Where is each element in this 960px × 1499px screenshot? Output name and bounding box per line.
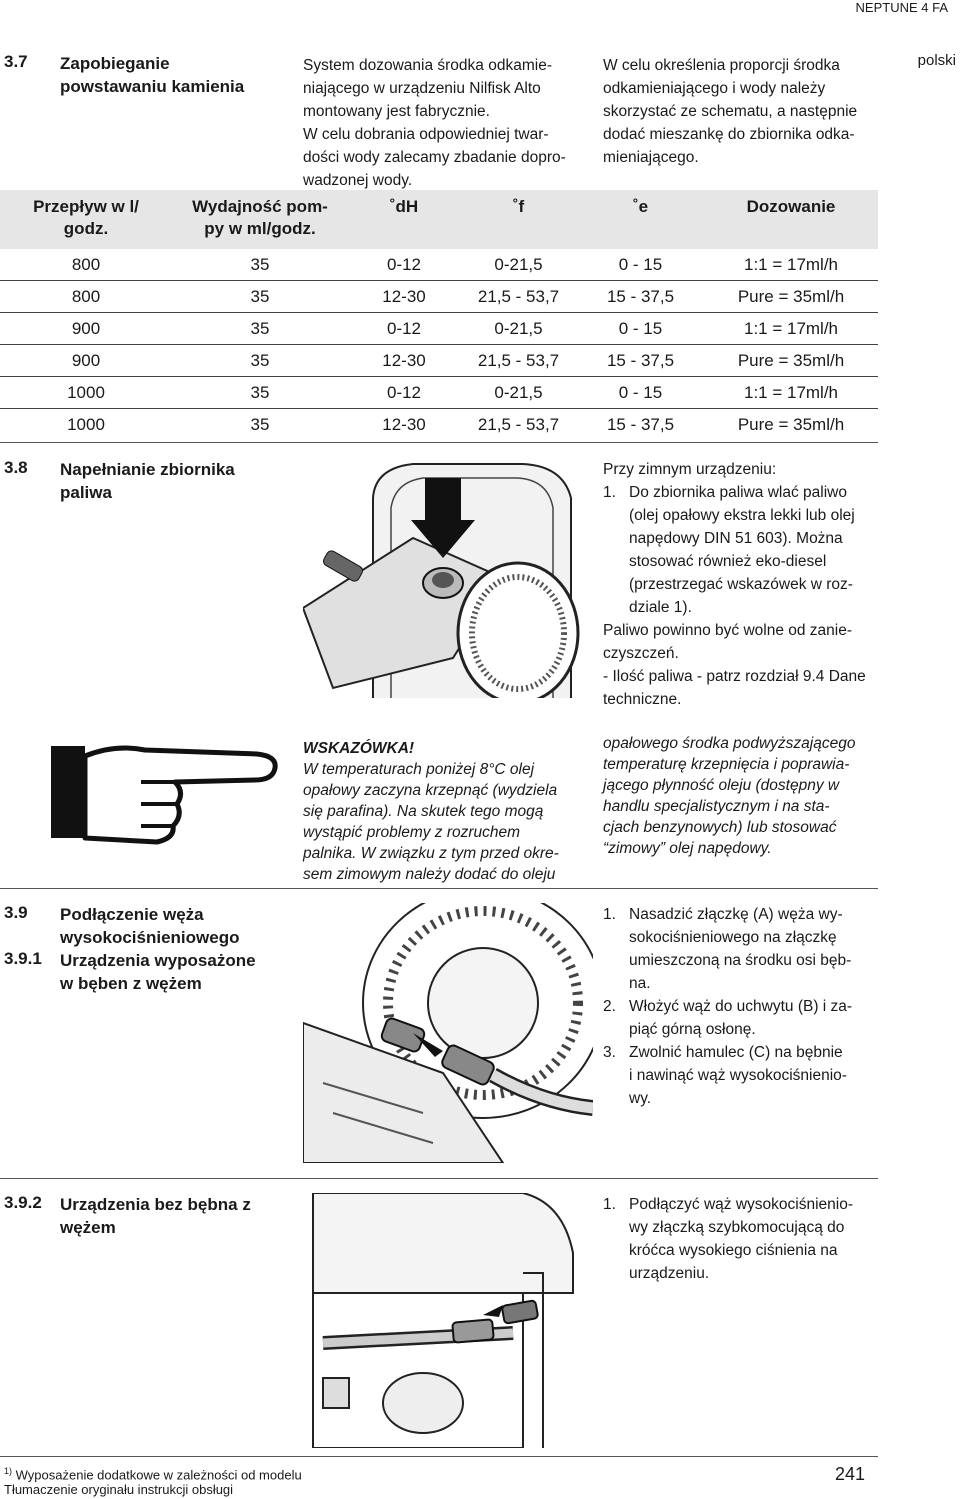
section-divider — [0, 888, 878, 889]
section-3-7-title: Zapobieganie powstawaniu kamienia — [60, 54, 245, 96]
warning-note-right: opałowego środka podwyższającego temperaturę krzepnięcia i poprawia- jącego płynność oleju (dostępny w handlu specjalistycznym i na sta- cjach benzynowych) lub stosować “zimowy” olej napędowy. — [603, 735, 856, 857]
table-row: 1000 35 0-12 0-21,5 0 - 15 1:1 = 17ml/h — [0, 377, 878, 409]
hose-reel-illustration — [303, 903, 593, 1163]
col-header-dosing: Dozowanie — [704, 190, 878, 249]
footer-translation-note: Tłumaczenie oryginału instrukcji obsługi — [4, 1482, 234, 1497]
fuel-tank-illustration — [303, 458, 593, 698]
section-3-9-1-title: Urządzenia wyposażone w bęben z wężem — [60, 951, 256, 993]
pointing-hand-icon — [45, 738, 285, 853]
list-item: 3. Zwolnić hamulec (C) na bębnie i nawinąć wąż wysokociśnienio- wy. — [603, 1044, 847, 1107]
section-3-9-2-title: Urządzenia bez bębna z wężem — [60, 1195, 251, 1237]
list-item: 1. Nasadzić złączkę (A) węża wy- sokociśnieniowego na złączkę umieszczoną na środku osi bęb- na. — [603, 906, 852, 992]
section-3-9-2-steps — [603, 1193, 883, 1285]
section-3-8-number: 3.8 — [4, 458, 28, 477]
document-model-header: NEPTUNE 4 FA — [855, 0, 948, 15]
section-3-7-number: 3.7 — [4, 52, 28, 71]
section-3-9-2-number: 3.9.2 — [4, 1193, 42, 1212]
col-header-f: ˚f — [460, 190, 577, 249]
section-3-8-title: Napełnianie zbiornika paliwa — [60, 460, 235, 502]
section-3-7-instructions: W celu określenia proporcji środka odkamieniającego i wody należy skorzystać ze schematu, a następnie dodać mieszankę do zbiornika odka- mieniającego. — [603, 57, 858, 166]
section-divider — [0, 442, 878, 443]
col-header-pump: Wydajność pom- py w ml/godz. — [172, 190, 348, 249]
language-label: polski — [917, 52, 956, 69]
section-3-9-number: 3.9 — [4, 903, 28, 922]
footer-divider — [0, 1456, 878, 1457]
section-3-8-text: Przy zimnym urządzeniu: 1. Do zbiornika paliwa wlać paliwo (olej opałowy ekstra lekki lub olej napędowy DIN 51 603). Można stosować również eko-diesel (przestrzegać wskazówek w roz- dziale 1). Paliwo powinno być wolne od zanie- czyszczeń. - Ilość paliwa - patrz rozdział 9.4 Dane techniczne. — [603, 458, 883, 711]
section-3-9-1-steps — [603, 903, 883, 1110]
list-item: 2. Włożyć wąż do uchwytu (B) i za- piąć górną osłonę. — [603, 998, 853, 1038]
section-3-7-intro: System dozowania środka odkamie- niającego w urządzeniu Nilfisk Alto montowany jest fabrycznie. W celu dobrania odpowiedniej twar- dości wody zalecamy zbadanie dopro- wadzonej wody. — [303, 57, 566, 189]
warning-note-left: WSKAZÓWKA! W temperaturach poniżej 8°C olej opałowy zaczyna krzepnąć (wydziela się parafina). Na skutek tego mogą wystąpić problemy z rozruchem palnika. W związku z tym przed okre- sem zimowym należy dodać do oleju — [303, 738, 588, 885]
col-header-dh: ˚dH — [348, 190, 460, 249]
section-3-9-title: Podłączenie węża wysokociśnieniowego — [60, 905, 240, 947]
table-row: 900 35 0-12 0-21,5 0 - 15 1:1 = 17ml/h — [0, 313, 878, 345]
table-row: 1000 35 12-30 21,5 - 53,7 15 - 37,5 Pure = 35ml/h — [67, 414, 845, 434]
table-row: 900 35 12-30 21,5 - 53,7 15 - 37,5 Pure = 35ml/h — [0, 345, 878, 377]
list-item: 1. Podłączyć wąż wysokociśnienio- wy złączką szybkomocującą do króćca wysokiego ciśnienia na urządzeniu. — [603, 1196, 853, 1282]
note-label: WSKAZÓWKA! — [303, 740, 415, 757]
footer-footnote: $^{1)}$ Wyposażenie dodatkowe w zależności od modelu — [4, 1466, 302, 1483]
col-header-flow: Przepływ w l/ godz. — [0, 190, 172, 249]
dosing-table — [0, 190, 878, 440]
section-divider — [0, 1178, 878, 1179]
col-header-e: ˚e — [577, 190, 704, 249]
table-header-row — [0, 190, 878, 249]
table-row: 800 35 0-12 0-21,5 0 - 15 1:1 = 17ml/h — [0, 249, 878, 281]
step-item: 1. Do zbiornika paliwa wlać paliwo (olej opałowy ekstra lekki lub olej napędowy DIN 51 603). Można stosować również eko-diesel (przestrzegać wskazówek w roz- dziale 1). — [603, 484, 855, 616]
quick-coupling-illustration — [303, 1193, 593, 1448]
table-row: 800 35 12-30 21,5 - 53,7 15 - 37,5 Pure = 35ml/h — [0, 281, 878, 313]
page-number: 241 — [835, 1464, 866, 1484]
section-3-9-1-number: 3.9.1 — [4, 949, 42, 968]
